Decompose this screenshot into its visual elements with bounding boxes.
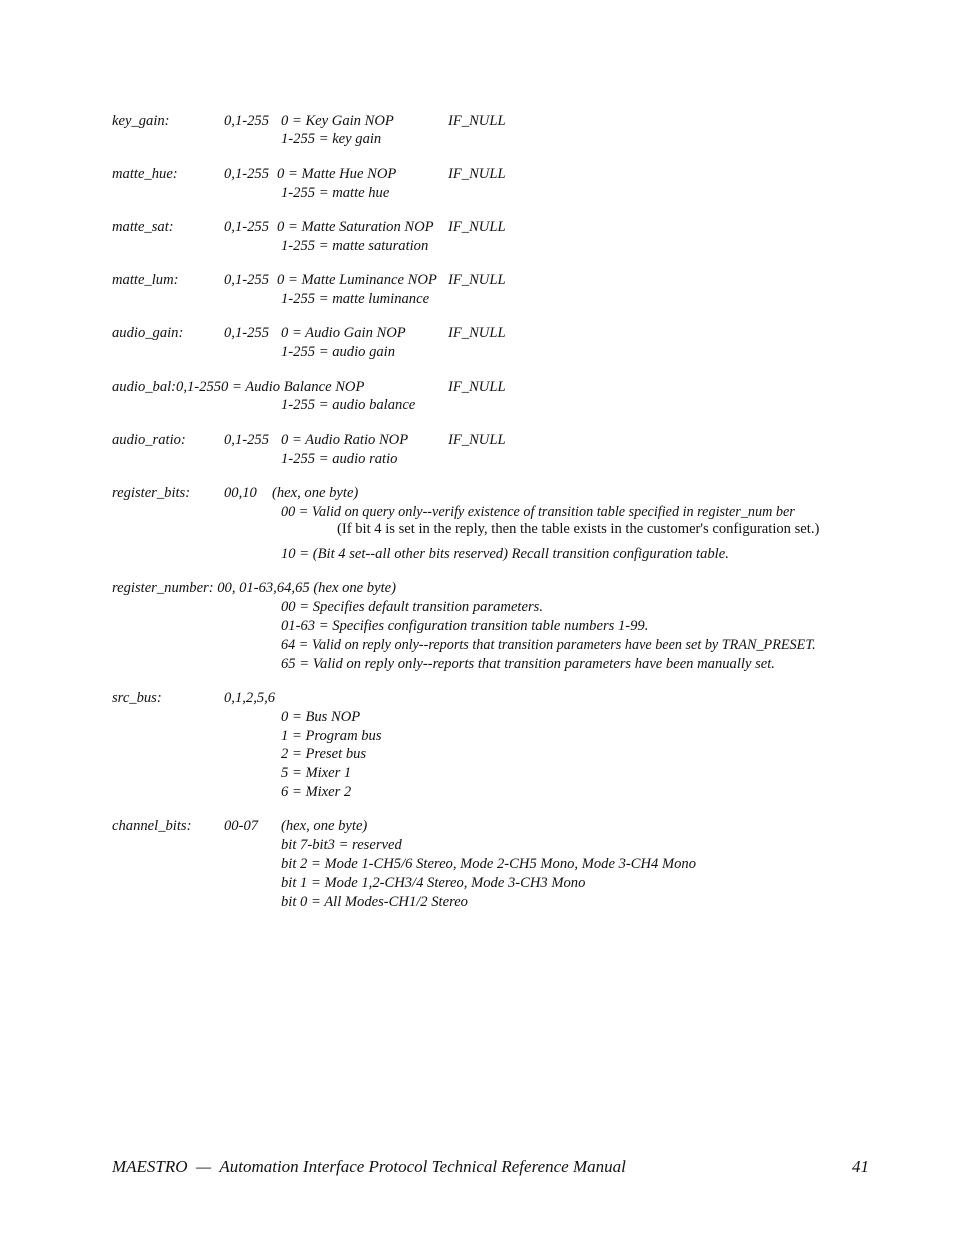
matte-lum-desc-2: 1-255 = matte luminance — [281, 291, 430, 307]
audio-ratio-desc-2: 1-255 = audio ratio — [281, 451, 398, 467]
key-gain-flag: IF_NULL — [448, 113, 506, 129]
audio-gain-flag: IF_NULL — [448, 325, 506, 341]
audio-bal-line: audio_bal:0,1-2550 = Audio Balance NOP — [112, 379, 365, 395]
key-gain-range: 0,1-255 — [224, 113, 269, 129]
src-bus-desc: 1 = Program bus — [281, 728, 382, 744]
src-bus-range: 0,1,2,5,6 — [224, 690, 276, 706]
audio-gain-name: audio_gain: — [112, 325, 184, 341]
matte-lum-range: 0,1-255 — [224, 272, 269, 288]
matte-sat-desc: 0 = Matte Saturation NOP — [277, 219, 434, 235]
audio-bal-flag: IF_NULL — [448, 379, 506, 395]
register-number-line: register_number: 00, 01-63,64,65 (hex one byte) — [112, 580, 396, 596]
register-bits-desc: 00 = Valid on query only--verify existence of transition table specified in register_num ber — [281, 504, 795, 520]
matte-hue-name: matte_hue: — [112, 166, 178, 182]
register-bits-range: 00,10 — [224, 485, 257, 501]
matte-sat-flag: IF_NULL — [448, 219, 506, 235]
matte-sat-name: matte_sat: — [112, 219, 174, 235]
audio-gain-desc: 0 = Audio Gain NOP — [281, 325, 406, 341]
src-bus-name: src_bus: — [112, 690, 162, 706]
channel-bits-desc: bit 2 = Mode 1-CH5/6 Stereo, Mode 2-CH5 Mono, Mode 3-CH4 Mono — [281, 856, 697, 872]
src-bus-desc: 5 = Mixer 1 — [281, 765, 352, 781]
key-gain-desc: 0 = Key Gain NOP — [281, 113, 394, 129]
channel-bits-note: (hex, one byte) — [281, 818, 368, 834]
audio-ratio-name: audio_ratio: — [112, 432, 186, 448]
register-number-desc: 64 = Valid on reply only--reports that transition parameters have been set by TRAN_PRESET. — [281, 637, 816, 653]
key-gain-name: key_gain: — [112, 113, 170, 129]
src-bus-desc: 6 = Mixer 2 — [281, 784, 352, 800]
page-number: 41 — [852, 1157, 869, 1176]
audio-ratio-range: 0,1-255 — [224, 432, 269, 448]
audio-ratio-desc: 0 = Audio Ratio NOP — [281, 432, 409, 448]
register-bits-note: (hex, one byte) — [272, 485, 359, 501]
channel-bits-name: channel_bits: — [112, 818, 192, 834]
channel-bits-desc: bit 0 = All Modes-CH1/2 Stereo — [281, 894, 468, 910]
matte-lum-name: matte_lum: — [112, 272, 179, 288]
register-bits-name: register_bits: — [112, 485, 191, 501]
src-bus-desc: 0 = Bus NOP — [281, 709, 361, 725]
matte-lum-desc: 0 = Matte Luminance NOP — [277, 272, 437, 288]
key-gain-desc-2: 1-255 = key gain — [281, 131, 382, 147]
audio-bal-desc-2: 1-255 = audio balance — [281, 397, 416, 413]
register-number-desc: 65 = Valid on reply only--reports that transition parameters have been manually set. — [281, 656, 775, 672]
audio-ratio-flag: IF_NULL — [448, 432, 506, 448]
matte-hue-flag: IF_NULL — [448, 166, 506, 182]
matte-hue-range: 0,1-255 — [224, 166, 269, 182]
matte-lum-flag: IF_NULL — [448, 272, 506, 288]
matte-sat-desc-2: 1-255 = matte saturation — [281, 238, 429, 254]
matte-sat-range: 0,1-255 — [224, 219, 269, 235]
footer-title: MAESTRO — Automation Interface Protocol Technical Reference Manual — [112, 1157, 626, 1176]
channel-bits-desc: bit 7-bit3 = reserved — [281, 837, 402, 853]
matte-hue-desc-2: 1-255 = matte hue — [281, 185, 390, 201]
register-bits-desc-cont: (If bit 4 is set in the reply, then the table exists in the customer's configuration set.) — [337, 521, 820, 537]
src-bus-desc: 2 = Preset bus — [281, 746, 367, 762]
register-number-desc: 01-63 = Specifies configuration transition table numbers 1-99. — [281, 618, 649, 634]
audio-gain-range: 0,1-255 — [224, 325, 269, 341]
channel-bits-range: 00-07 — [224, 818, 259, 834]
register-bits-desc-2: 10 = (Bit 4 set--all other bits reserved) Recall transition configuration table. — [281, 546, 729, 562]
channel-bits-desc: bit 1 = Mode 1,2-CH3/4 Stereo, Mode 3-CH3 Mono — [281, 875, 586, 891]
register-number-desc: 00 = Specifies default transition parameters. — [281, 599, 543, 615]
matte-hue-desc: 0 = Matte Hue NOP — [277, 166, 397, 182]
audio-gain-desc-2: 1-255 = audio gain — [281, 344, 396, 360]
